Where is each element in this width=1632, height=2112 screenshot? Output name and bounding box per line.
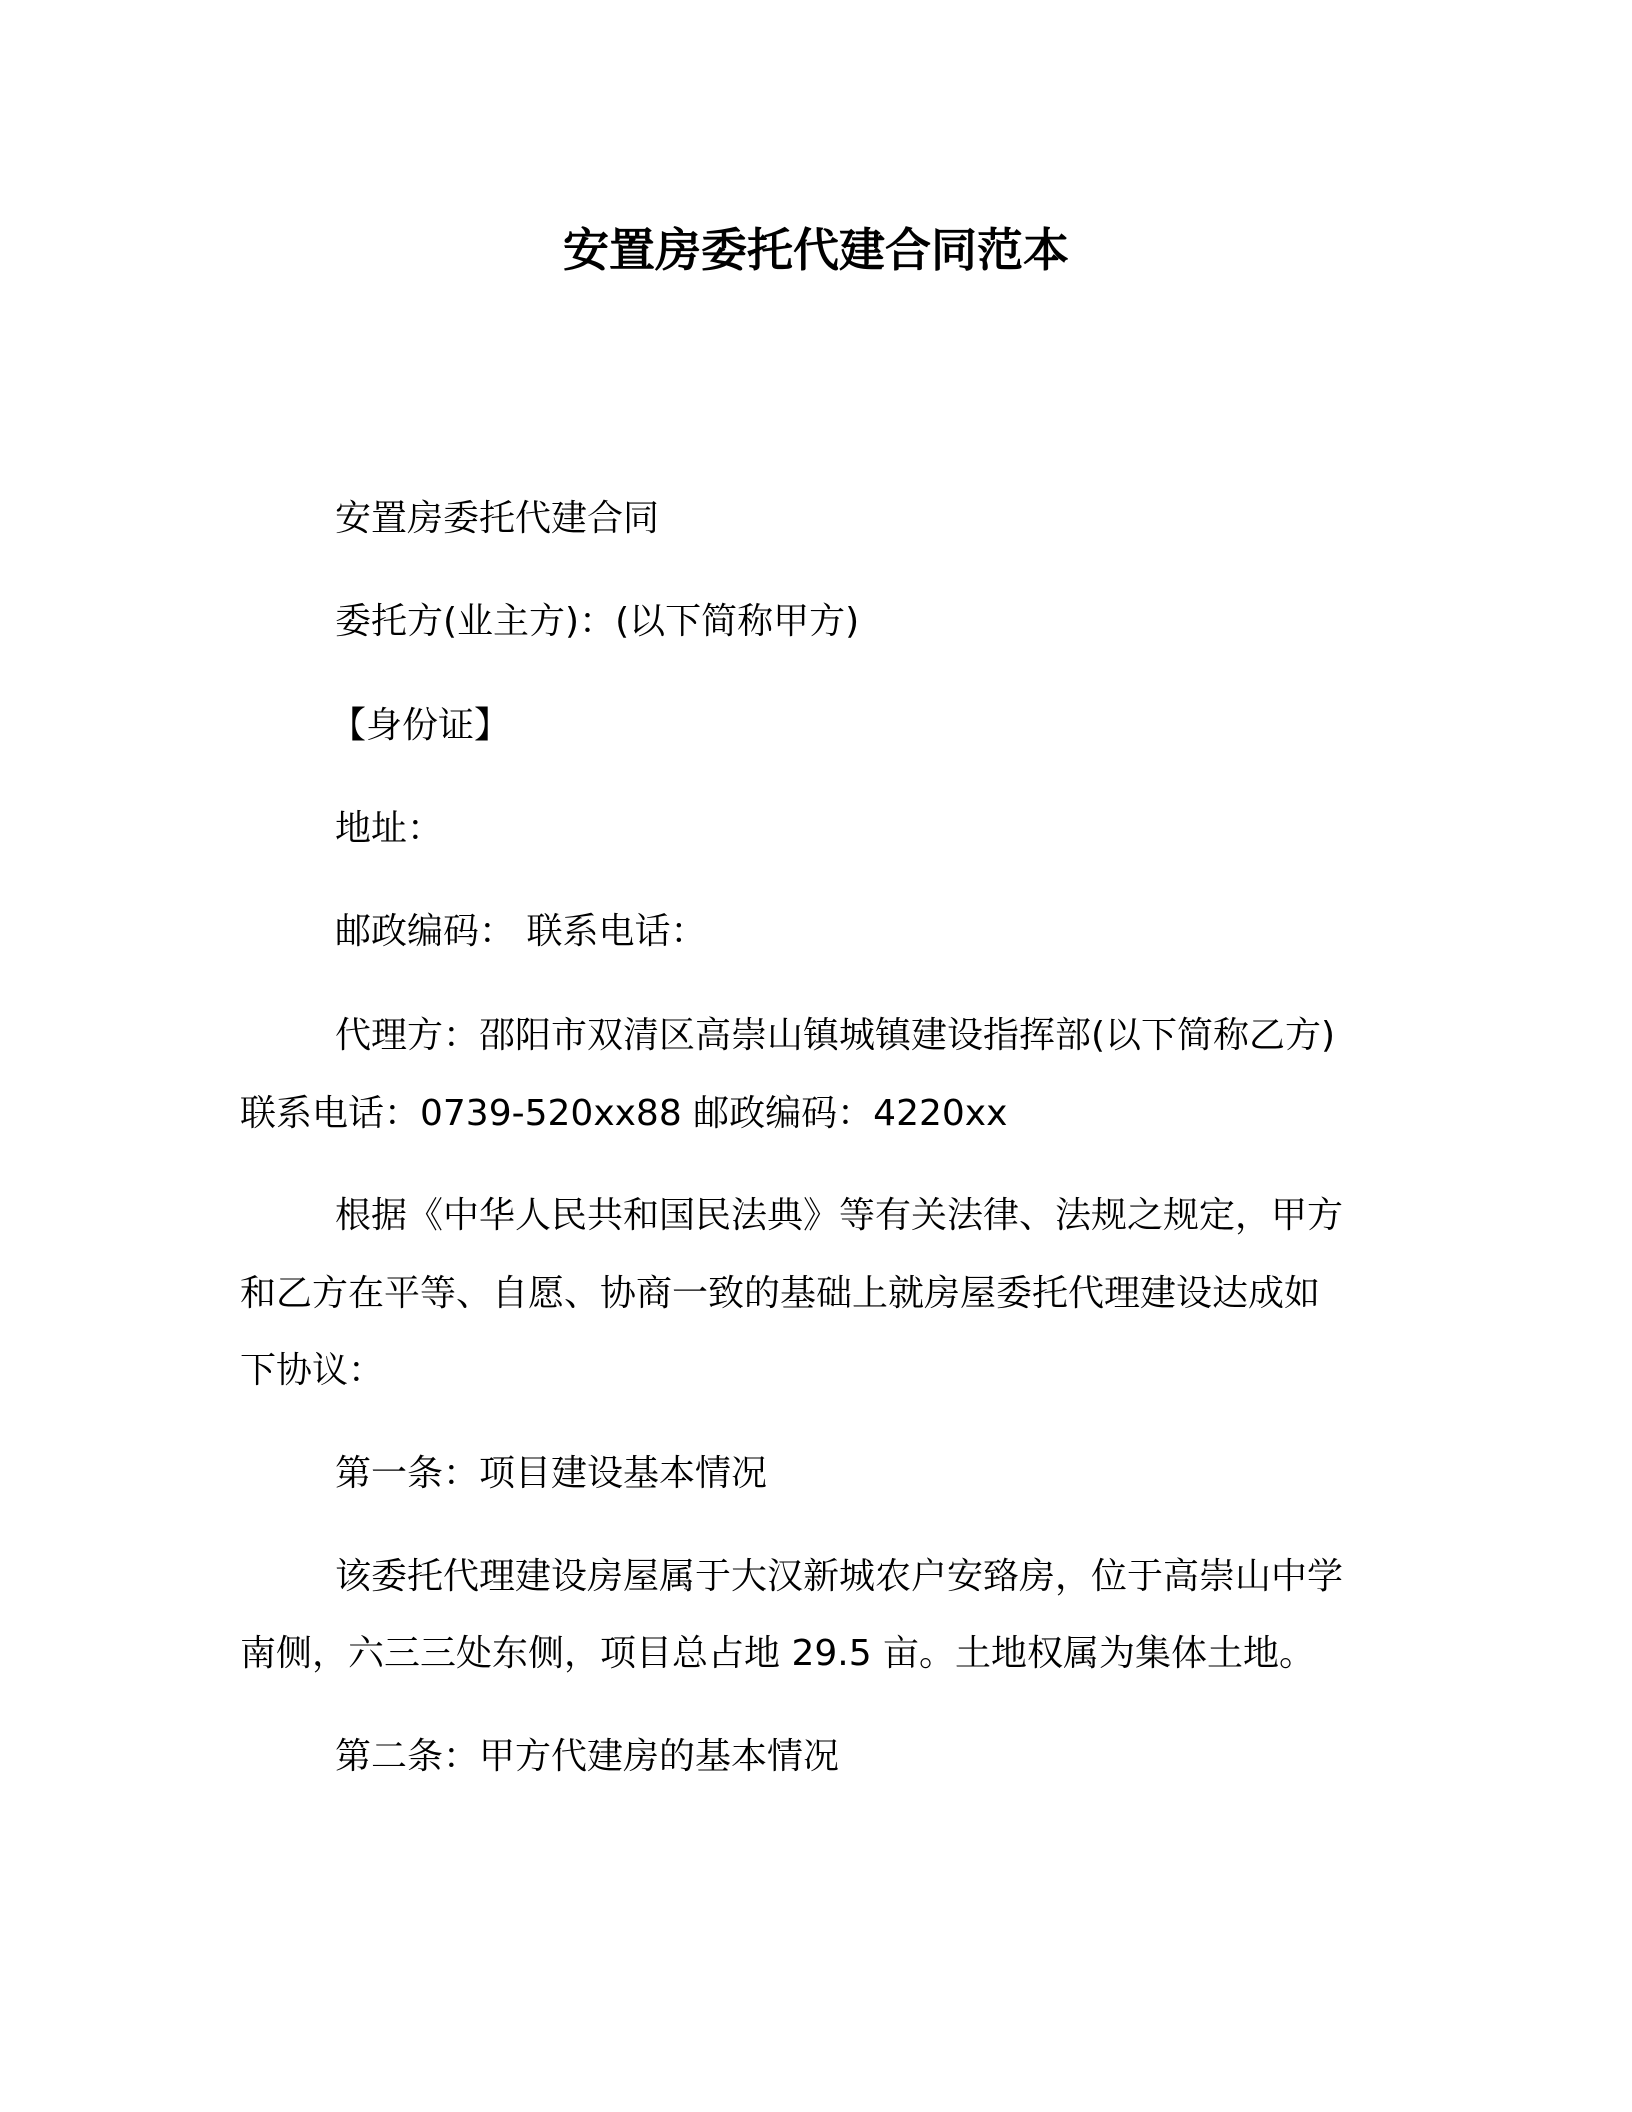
article-two-heading: 第二条：甲方代建房的基本情况 — [335, 1736, 840, 1777]
client-party-line: 委托方(业主方)：(以下简称甲方) — [335, 601, 860, 642]
preamble-line-3: 下协议： — [240, 1350, 385, 1391]
id-card-line: 【身份证】 — [330, 705, 511, 746]
article-one-heading: 第一条：项目建设基本情况 — [335, 1453, 768, 1494]
preamble-line-2: 和乙方在平等、自愿、协商一致的基础上就房屋委托代理建设达成如 — [240, 1273, 1321, 1314]
document-title: 安置房委托代建合同范本 — [563, 223, 1069, 277]
postcode-phone-line: 邮政编码： 联系电话： — [335, 911, 707, 952]
article-one-body-1: 该委托代理建设房屋属于大汉新城农户安臵房，位于高崇山中学 — [335, 1556, 1344, 1597]
preamble-line-1: 根据《中华人民共和国民法典》等有关法律、法规之规定，甲方 — [335, 1195, 1344, 1236]
article-one-body-2: 南侧，六三三处东侧，项目总占地 29.5 亩。土地权属为集体土地。 — [240, 1633, 1316, 1674]
agent-contact-line: 联系电话：0739-520xx88 邮政编码：4220xx — [240, 1093, 1008, 1134]
agent-party-line: 代理方：邵阳市双清区高崇山镇城镇建设指挥部(以下简称乙方) — [335, 1015, 1336, 1056]
address-line: 地址： — [335, 808, 444, 849]
contract-heading: 安置房委托代建合同 — [335, 498, 660, 539]
